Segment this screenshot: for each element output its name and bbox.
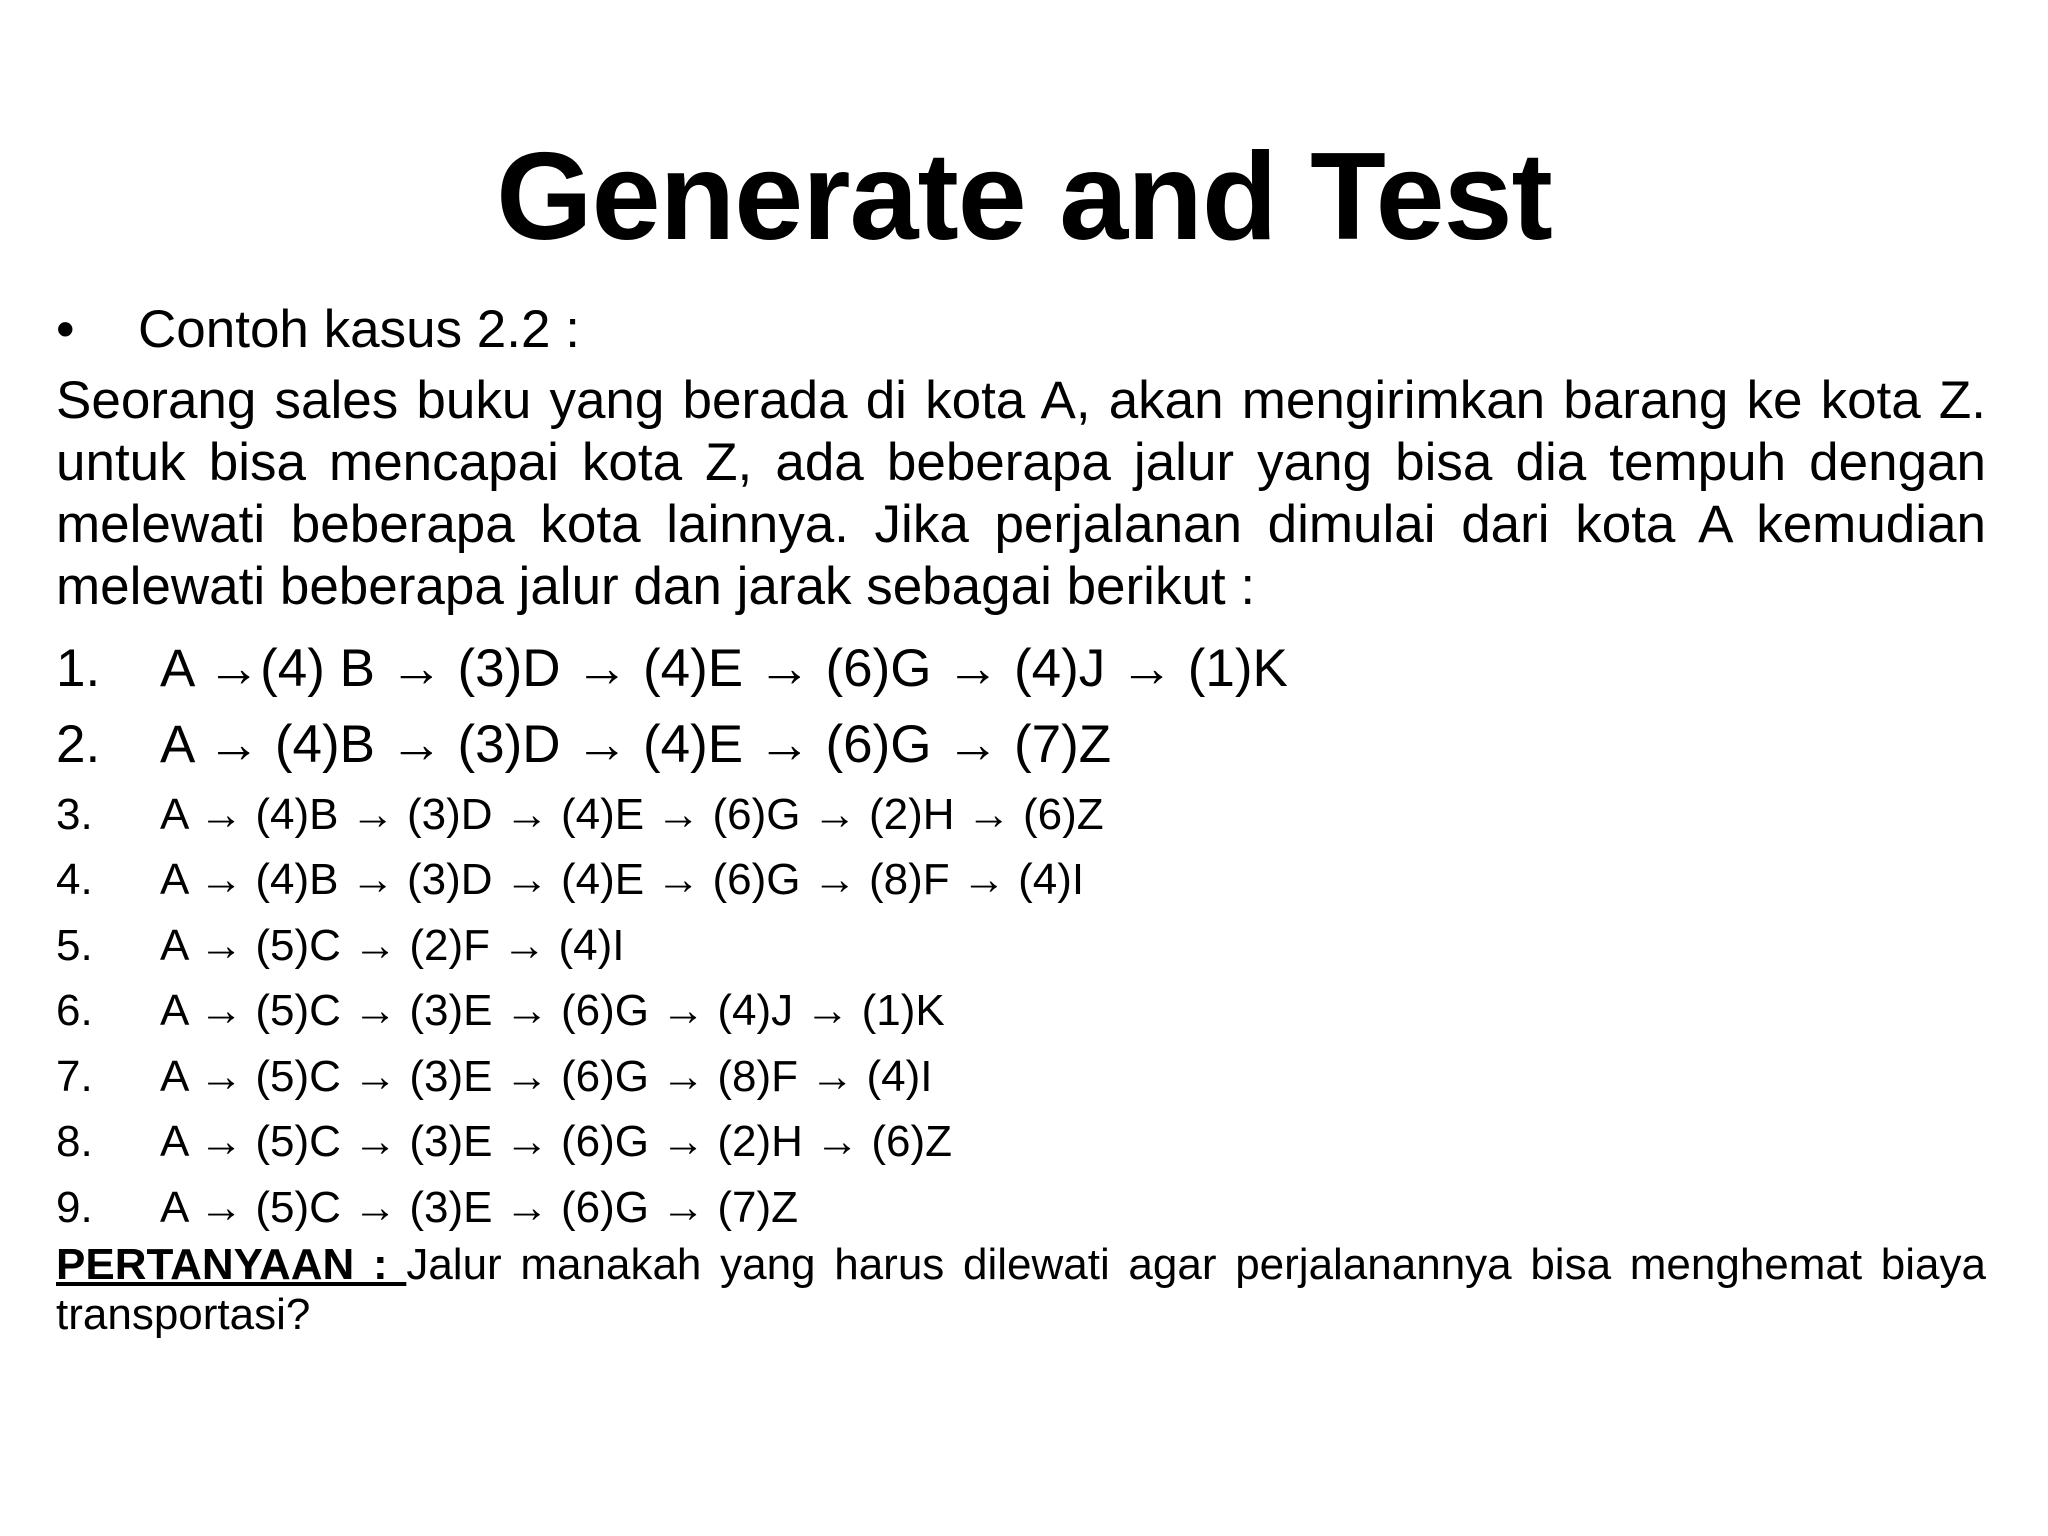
route-number: 3. xyxy=(56,789,93,839)
route-item xyxy=(56,979,1986,1045)
route-number: 2. xyxy=(56,714,101,774)
route-path: A → (4)B → (3)D → (4)E → (6)G → (7)Z xyxy=(160,714,1112,774)
route-number: 4. xyxy=(56,855,93,905)
route-item xyxy=(56,1110,1986,1176)
route-path: A →(4) B → (3)D → (4)E → (6)G → (4)J → (1)K xyxy=(160,638,1288,698)
slide-title: Generate and Test xyxy=(496,128,1552,266)
route-number: 8. xyxy=(56,1117,93,1167)
route-path: A → (5)C → (3)E → (6)G → (7)Z xyxy=(160,1182,799,1232)
case-label: Contoh kasus 2.2 : xyxy=(138,300,580,359)
case-description: Seorang sales buku yang berada di kota A, akan mengirimkan barang ke kota Z. untuk bisa mencapai kota Z, ada beberapa jalur yang bisa dia tempuh dengan melewati beberapa kota lainnya. Jika perjalanan dimulai dari kota A kemudian melewati beberapa jalur dan jarak sebagai berikut : xyxy=(56,371,1986,616)
route-path: A → (5)C → (2)F → (4)I xyxy=(160,920,625,970)
route-item xyxy=(56,913,1986,979)
route-number: 9. xyxy=(56,1182,93,1232)
route-path: A → (5)C → (3)E → (6)G → (2)H → (6)Z xyxy=(160,1117,953,1167)
route-item xyxy=(56,1044,1986,1110)
route-item xyxy=(56,848,1986,914)
route-item xyxy=(56,706,1986,782)
bullet-dot: • xyxy=(56,300,75,359)
question-text: Jalur manakah yang harus dilewati agar perjalanannya bisa menghemat biaya transportasi? xyxy=(56,1240,1986,1339)
route-item xyxy=(56,782,1986,848)
route-item xyxy=(56,1175,1986,1241)
route-path: A → (5)C → (3)E → (6)G → (4)J → (1)K xyxy=(160,986,945,1036)
route-path: A → (5)C → (3)E → (6)G → (8)F → (4)I xyxy=(160,1051,933,1101)
route-number: 7. xyxy=(56,1051,93,1101)
route-path: A → (4)B → (3)D → (4)E → (6)G → (8)F → (4)I xyxy=(160,855,1085,905)
route-number: 5. xyxy=(56,920,93,970)
route-number: 1. xyxy=(56,638,101,698)
route-list xyxy=(56,630,1986,1241)
case-bullet xyxy=(56,298,580,362)
route-number: 6. xyxy=(56,986,93,1036)
route-item xyxy=(56,630,1986,706)
question-label: PERTANYAAN : xyxy=(56,1240,407,1289)
route-path: A → (4)B → (3)D → (4)E → (6)G → (2)H → (6)Z xyxy=(160,789,1104,839)
question-block xyxy=(56,1240,1986,1340)
